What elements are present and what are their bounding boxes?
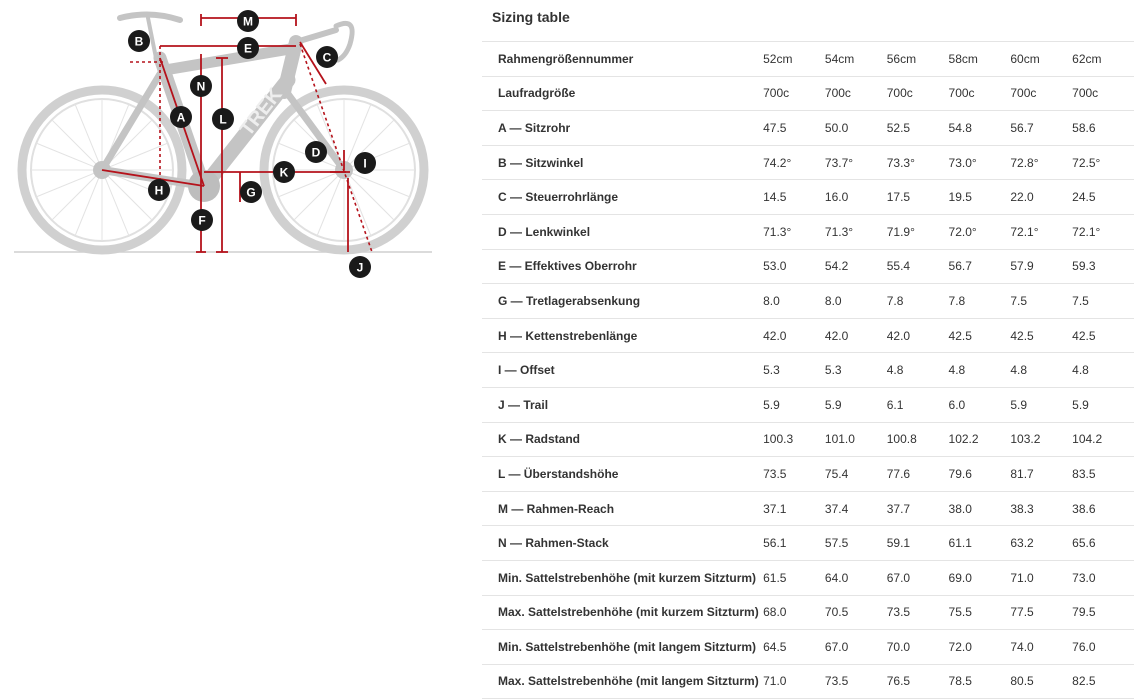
table-cell: 100.3 [763, 422, 825, 457]
bike-geometry-diagram [0, 0, 460, 300]
table-cell: 75.5 [949, 595, 1011, 630]
table-cell: 38.0 [949, 491, 1011, 526]
table-cell: 700c [1010, 76, 1072, 111]
table-row [482, 457, 1134, 492]
table-cell: 4.8 [1072, 353, 1134, 388]
row-label: Min. Sattelstrebenhöhe (mit kurzem Sitzturm) [482, 560, 763, 595]
table-cell: 71.3° [763, 214, 825, 249]
table-cell: 57.9 [1010, 249, 1072, 284]
table-cell: 7.5 [1010, 284, 1072, 319]
table-cell: 81.7 [1010, 457, 1072, 492]
svg-text:L: L [219, 112, 227, 127]
table-cell: 56.1 [763, 526, 825, 561]
row-label: Max. Sattelstrebenhöhe (mit kurzem Sitzturm) [482, 595, 763, 630]
frame-brand-text: TREK [235, 83, 287, 141]
table-cell: 102.2 [949, 422, 1011, 457]
table-cell: 700c [763, 76, 825, 111]
table-cell: 72.8° [1010, 145, 1072, 180]
table-cell: 17.5 [887, 180, 949, 215]
table-cell: 104.2 [1072, 422, 1134, 457]
table-row [482, 422, 1134, 457]
table-cell: 54cm [825, 42, 887, 76]
table-cell: 77.5 [1010, 595, 1072, 630]
table-cell: 700c [825, 76, 887, 111]
table-cell: 42.5 [1072, 318, 1134, 353]
table-cell: 55.4 [887, 249, 949, 284]
table-cell: 53.0 [763, 249, 825, 284]
table-cell: 14.5 [763, 180, 825, 215]
table-cell: 72.5° [1072, 145, 1134, 180]
table-cell: 72.0 [949, 630, 1011, 665]
table-row [482, 42, 1134, 76]
table-cell: 42.0 [825, 318, 887, 353]
table-cell: 4.8 [949, 353, 1011, 388]
table-row [482, 318, 1134, 353]
table-cell: 37.1 [763, 491, 825, 526]
table-cell: 70.0 [887, 630, 949, 665]
row-label: G — Tretlagerabsenkung [482, 284, 763, 319]
table-row [482, 111, 1134, 146]
row-label: B — Sitzwinkel [482, 145, 763, 180]
marker-l [212, 108, 234, 130]
table-cell: 42.0 [763, 318, 825, 353]
sizing-table-title: Sizing table [482, 0, 1134, 42]
row-label: D — Lenkwinkel [482, 214, 763, 249]
sizing-table [482, 42, 1134, 699]
table-cell: 4.8 [1010, 353, 1072, 388]
table-cell: 60cm [1010, 42, 1072, 76]
table-cell: 73.5 [887, 595, 949, 630]
svg-text:B: B [134, 34, 144, 49]
table-cell: 42.5 [949, 318, 1011, 353]
table-cell: 700c [887, 76, 949, 111]
table-cell: 63.2 [1010, 526, 1072, 561]
table-cell: 73.5 [763, 457, 825, 492]
table-cell: 67.0 [887, 560, 949, 595]
table-cell: 80.5 [1010, 664, 1072, 699]
table-cell: 6.0 [949, 387, 1011, 422]
table-cell: 62cm [1072, 42, 1134, 76]
table-row [482, 284, 1134, 319]
table-cell: 37.7 [887, 491, 949, 526]
table-cell: 5.3 [763, 353, 825, 388]
table-cell: 57.5 [825, 526, 887, 561]
table-row [482, 595, 1134, 630]
table-row [482, 180, 1134, 215]
marker-d [305, 141, 327, 163]
table-cell: 61.5 [763, 560, 825, 595]
table-cell: 73.3° [887, 145, 949, 180]
row-label: C — Steuerrohrlänge [482, 180, 763, 215]
table-cell: 56cm [887, 42, 949, 76]
table-cell: 700c [1072, 76, 1134, 111]
table-cell: 59.1 [887, 526, 949, 561]
row-label: K — Radstand [482, 422, 763, 457]
marker-a [170, 106, 192, 128]
table-cell: 79.5 [1072, 595, 1134, 630]
table-cell: 71.3° [825, 214, 887, 249]
table-cell: 101.0 [825, 422, 887, 457]
svg-text:K: K [279, 165, 289, 180]
row-label: L — Überstandshöhe [482, 457, 763, 492]
marker-c [316, 46, 338, 68]
row-label: Laufradgröße [482, 76, 763, 111]
table-cell: 42.5 [1010, 318, 1072, 353]
row-label: Max. Sattelstrebenhöhe (mit langem Sitzturm) [482, 664, 763, 699]
table-cell: 22.0 [1010, 180, 1072, 215]
marker-k [273, 161, 295, 183]
svg-text:C: C [322, 50, 332, 65]
table-cell: 56.7 [1010, 111, 1072, 146]
table-cell: 54.8 [949, 111, 1011, 146]
table-row [482, 630, 1134, 665]
table-cell: 69.0 [949, 560, 1011, 595]
row-label: N — Rahmen-Stack [482, 526, 763, 561]
table-cell: 83.5 [1072, 457, 1134, 492]
table-cell: 79.6 [949, 457, 1011, 492]
svg-text:E: E [243, 41, 253, 56]
table-cell: 42.0 [887, 318, 949, 353]
table-cell: 52.5 [887, 111, 949, 146]
table-cell: 50.0 [825, 111, 887, 146]
svg-text:G: G [246, 185, 256, 200]
table-cell: 5.9 [763, 387, 825, 422]
table-cell: 61.1 [949, 526, 1011, 561]
marker-f [191, 209, 213, 231]
table-cell: 82.5 [1072, 664, 1134, 699]
table-cell: 59.3 [1072, 249, 1134, 284]
table-cell: 7.5 [1072, 284, 1134, 319]
row-label: A — Sitzrohr [482, 111, 763, 146]
table-cell: 5.9 [1072, 387, 1134, 422]
table-cell: 76.5 [887, 664, 949, 699]
table-cell: 65.6 [1072, 526, 1134, 561]
table-cell: 5.9 [1010, 387, 1072, 422]
svg-text:A: A [176, 110, 186, 125]
table-row [482, 353, 1134, 388]
table-cell: 72.1° [1072, 214, 1134, 249]
row-label: M — Rahmen-Reach [482, 491, 763, 526]
svg-text:H: H [154, 183, 164, 198]
table-cell: 5.3 [825, 353, 887, 388]
table-cell: 73.0° [949, 145, 1011, 180]
table-cell: 38.3 [1010, 491, 1072, 526]
table-cell: 6.1 [887, 387, 949, 422]
table-cell: 700c [949, 76, 1011, 111]
table-cell: 71.0 [1010, 560, 1072, 595]
table-cell: 73.7° [825, 145, 887, 180]
table-cell: 54.2 [825, 249, 887, 284]
table-cell: 37.4 [825, 491, 887, 526]
table-row [482, 387, 1134, 422]
svg-text:J: J [356, 260, 364, 275]
table-cell: 19.5 [949, 180, 1011, 215]
sizing-table-section [482, 0, 1134, 699]
table-cell: 72.1° [1010, 214, 1072, 249]
table-row [482, 491, 1134, 526]
table-cell: 73.0 [1072, 560, 1134, 595]
table-cell: 64.5 [763, 630, 825, 665]
marker-i [354, 152, 376, 174]
table-cell: 56.7 [949, 249, 1011, 284]
table-row [482, 560, 1134, 595]
svg-text:I: I [363, 156, 367, 171]
table-row [482, 249, 1134, 284]
table-cell: 74.2° [763, 145, 825, 180]
table-cell: 64.0 [825, 560, 887, 595]
table-cell: 52cm [763, 42, 825, 76]
table-cell: 24.5 [1072, 180, 1134, 215]
marker-h [148, 179, 170, 201]
table-cell: 7.8 [887, 284, 949, 319]
row-label: E — Effektives Oberrohr [482, 249, 763, 284]
table-cell: 71.0 [763, 664, 825, 699]
table-cell: 77.6 [887, 457, 949, 492]
table-row [482, 76, 1134, 111]
marker-b [128, 30, 150, 52]
table-row [482, 145, 1134, 180]
row-label: H — Kettenstrebenlänge [482, 318, 763, 353]
table-cell: 103.2 [1010, 422, 1072, 457]
row-label: Rahmengrößennummer [482, 42, 763, 76]
svg-text:F: F [198, 213, 206, 228]
svg-text:D: D [311, 145, 321, 160]
table-cell: 8.0 [763, 284, 825, 319]
table-cell: 76.0 [1072, 630, 1134, 665]
marker-m [237, 10, 259, 32]
table-cell: 58cm [949, 42, 1011, 76]
table-cell: 73.5 [825, 664, 887, 699]
marker-e [237, 37, 259, 59]
table-cell: 67.0 [825, 630, 887, 665]
svg-text:N: N [196, 79, 206, 94]
table-row [482, 214, 1134, 249]
table-cell: 78.5 [949, 664, 1011, 699]
table-cell: 68.0 [763, 595, 825, 630]
marker-g [240, 181, 262, 203]
table-cell: 8.0 [825, 284, 887, 319]
table-cell: 38.6 [1072, 491, 1134, 526]
table-cell: 74.0 [1010, 630, 1072, 665]
table-cell: 4.8 [887, 353, 949, 388]
table-cell: 72.0° [949, 214, 1011, 249]
table-cell: 58.6 [1072, 111, 1134, 146]
table-cell: 16.0 [825, 180, 887, 215]
table-cell: 70.5 [825, 595, 887, 630]
row-label: I — Offset [482, 353, 763, 388]
marker-n [190, 75, 212, 97]
table-cell: 7.8 [949, 284, 1011, 319]
row-label: Min. Sattelstrebenhöhe (mit langem Sitzturm) [482, 630, 763, 665]
table-cell: 100.8 [887, 422, 949, 457]
table-cell: 5.9 [825, 387, 887, 422]
table-cell: 75.4 [825, 457, 887, 492]
svg-text:M: M [243, 14, 253, 29]
row-label: J — Trail [482, 387, 763, 422]
table-cell: 47.5 [763, 111, 825, 146]
table-row [482, 526, 1134, 561]
table-cell: 71.9° [887, 214, 949, 249]
marker-j [349, 256, 371, 278]
